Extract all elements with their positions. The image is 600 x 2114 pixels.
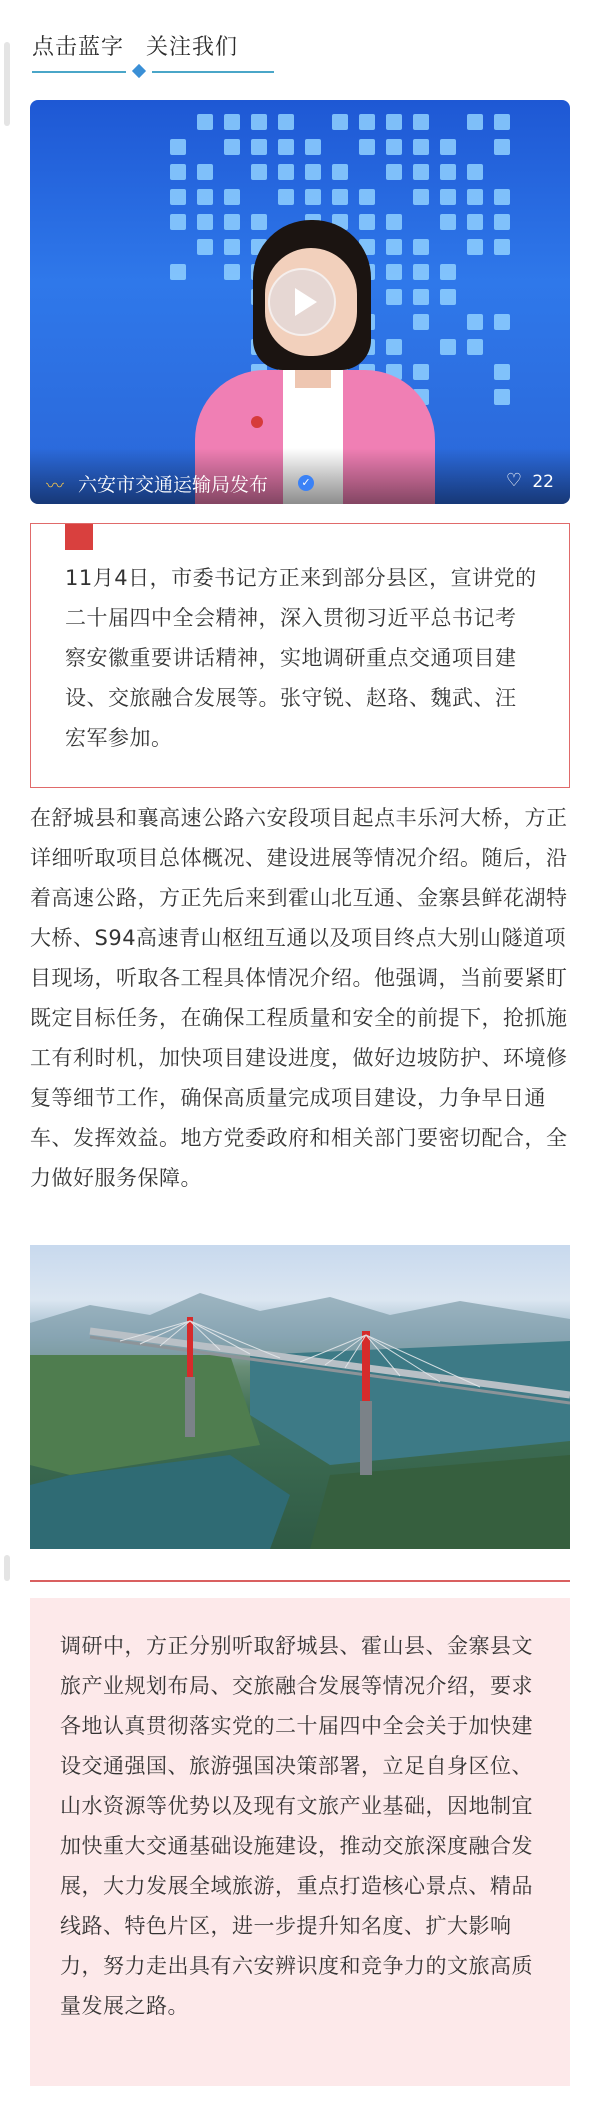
intro-box [30,523,570,788]
backdrop-square [467,339,483,355]
backdrop-square [440,214,456,230]
intro-marker [65,524,93,550]
party-pin-icon [251,416,263,428]
backdrop-square [251,164,267,180]
header-underline-right [152,71,274,73]
backdrop-square [278,189,294,205]
backdrop-square [386,139,402,155]
like-count: 22 [532,472,554,492]
body-paragraph: 在舒城县和襄高速公路六安段项目起点丰乐河大桥，方正详细听取项目总体概况、建设进展等情况介绍。随后，沿着高速公路，方正先后来到霍山北互通、金寨县鲜花湖特大桥、S94高速青山枢纽互通以及项目终点大别山隧道项目现场，听取各工程具体情况介绍。他强调，当前要紧盯既定目标任务，在确保工程质量和安全的前提下，抢抓施工有利时机，加快项目建设进度，做好边坡防护、环境修复等细节工作，确保高质量完成项目建设，力争早日通车、发挥效益。地方党委政府和相关部门要密切配合，全力做好服务保障。 [30,806,568,1190]
backdrop-square [494,214,510,230]
backdrop-square [197,164,213,180]
backdrop-square [494,389,510,405]
header-underline-left [32,71,126,73]
backdrop-square [494,139,510,155]
video-source-bar [30,448,570,504]
backdrop-square [440,264,456,280]
backdrop-square [278,164,294,180]
summary-box [30,1598,570,2086]
backdrop-square [224,189,240,205]
backdrop-square [224,114,240,130]
backdrop-square [332,114,348,130]
follow-text-follow: 关注我们 [146,35,239,60]
backdrop-square [251,114,267,130]
backdrop-square [224,139,240,155]
backdrop-square [413,114,429,130]
backdrop-square [197,114,213,130]
backdrop-square [359,114,375,130]
backdrop-square [467,314,483,330]
backdrop-square [251,139,267,155]
backdrop-square [440,339,456,355]
backdrop-square [494,314,510,330]
backdrop-square [332,164,348,180]
section-divider [30,1580,570,1582]
backdrop-square [170,264,186,280]
verified-check-icon: ✓ [298,475,314,491]
backdrop-square [467,164,483,180]
scroll-tab-middle [4,1555,10,1581]
backdrop-square [386,164,402,180]
backdrop-square [467,189,483,205]
source-account-name[interactable]: 六安市交通运输局发布 [78,474,269,496]
backdrop-square [413,164,429,180]
backdrop-square [278,139,294,155]
backdrop-square [359,189,375,205]
backdrop-square [332,189,348,205]
backdrop-square [494,364,510,380]
backdrop-square [467,214,483,230]
play-icon[interactable] [268,268,336,336]
backdrop-square [359,139,375,155]
backdrop-square [467,114,483,130]
video-player[interactable] [30,100,570,504]
backdrop-square [440,139,456,155]
backdrop-square [278,114,294,130]
backdrop-square [467,239,483,255]
backdrop-square [494,239,510,255]
backdrop-square [170,214,186,230]
bridge-illustration [30,1245,570,1549]
scroll-tab-top [4,42,10,126]
backdrop-square [305,189,321,205]
backdrop-square [494,114,510,130]
backdrop-square [413,189,429,205]
follow-text-click: 点击蓝字 [32,35,125,60]
backdrop-square [440,289,456,305]
backdrop-square [170,139,186,155]
backdrop-square [413,139,429,155]
follow-us-header[interactable] [30,28,360,78]
backdrop-square [170,164,186,180]
backdrop-square [305,139,321,155]
bridge-photo [30,1245,570,1549]
backdrop-square [440,189,456,205]
summary-text: 调研中，方正分别听取舒城县、霍山县、金寨县文旅产业规划布局、交旅融合发展等情况介绍，要求各地认真贯彻落实党的二十届四中全会关于加快建设交通强国、旅游强国决策部署，立足自身区位、山水资源等优势以及现有文旅产业基础，因地制宜加快重大交通基础设施建设，推动交旅深度融合发展，大力发展全域旅游，重点打造核心景点、精品线路、特色片区，进一步提升知名度、扩大影响力，努力走出具有六安辨识度和竞争力的文旅高质量发展之路。 [60,1634,533,2018]
diamond-icon [132,64,146,78]
intro-text: 11月4日，市委书记方正来到部分县区，宣讲党的二十届四中全会精神，深入贯彻习近平总书记考察安徽重要讲话精神，实地调研重点交通项目建设、交旅融合发展等。张守锐、赵珞、魏武、汪宏军参加。 [65,566,537,750]
backdrop-square [440,164,456,180]
backdrop-square [197,189,213,205]
backdrop-square [170,189,186,205]
backdrop-square [305,164,321,180]
heart-icon[interactable]: ♡ [505,470,522,491]
backdrop-square [386,114,402,130]
backdrop-square [494,189,510,205]
wave-logo-icon: 〰 [46,476,64,497]
